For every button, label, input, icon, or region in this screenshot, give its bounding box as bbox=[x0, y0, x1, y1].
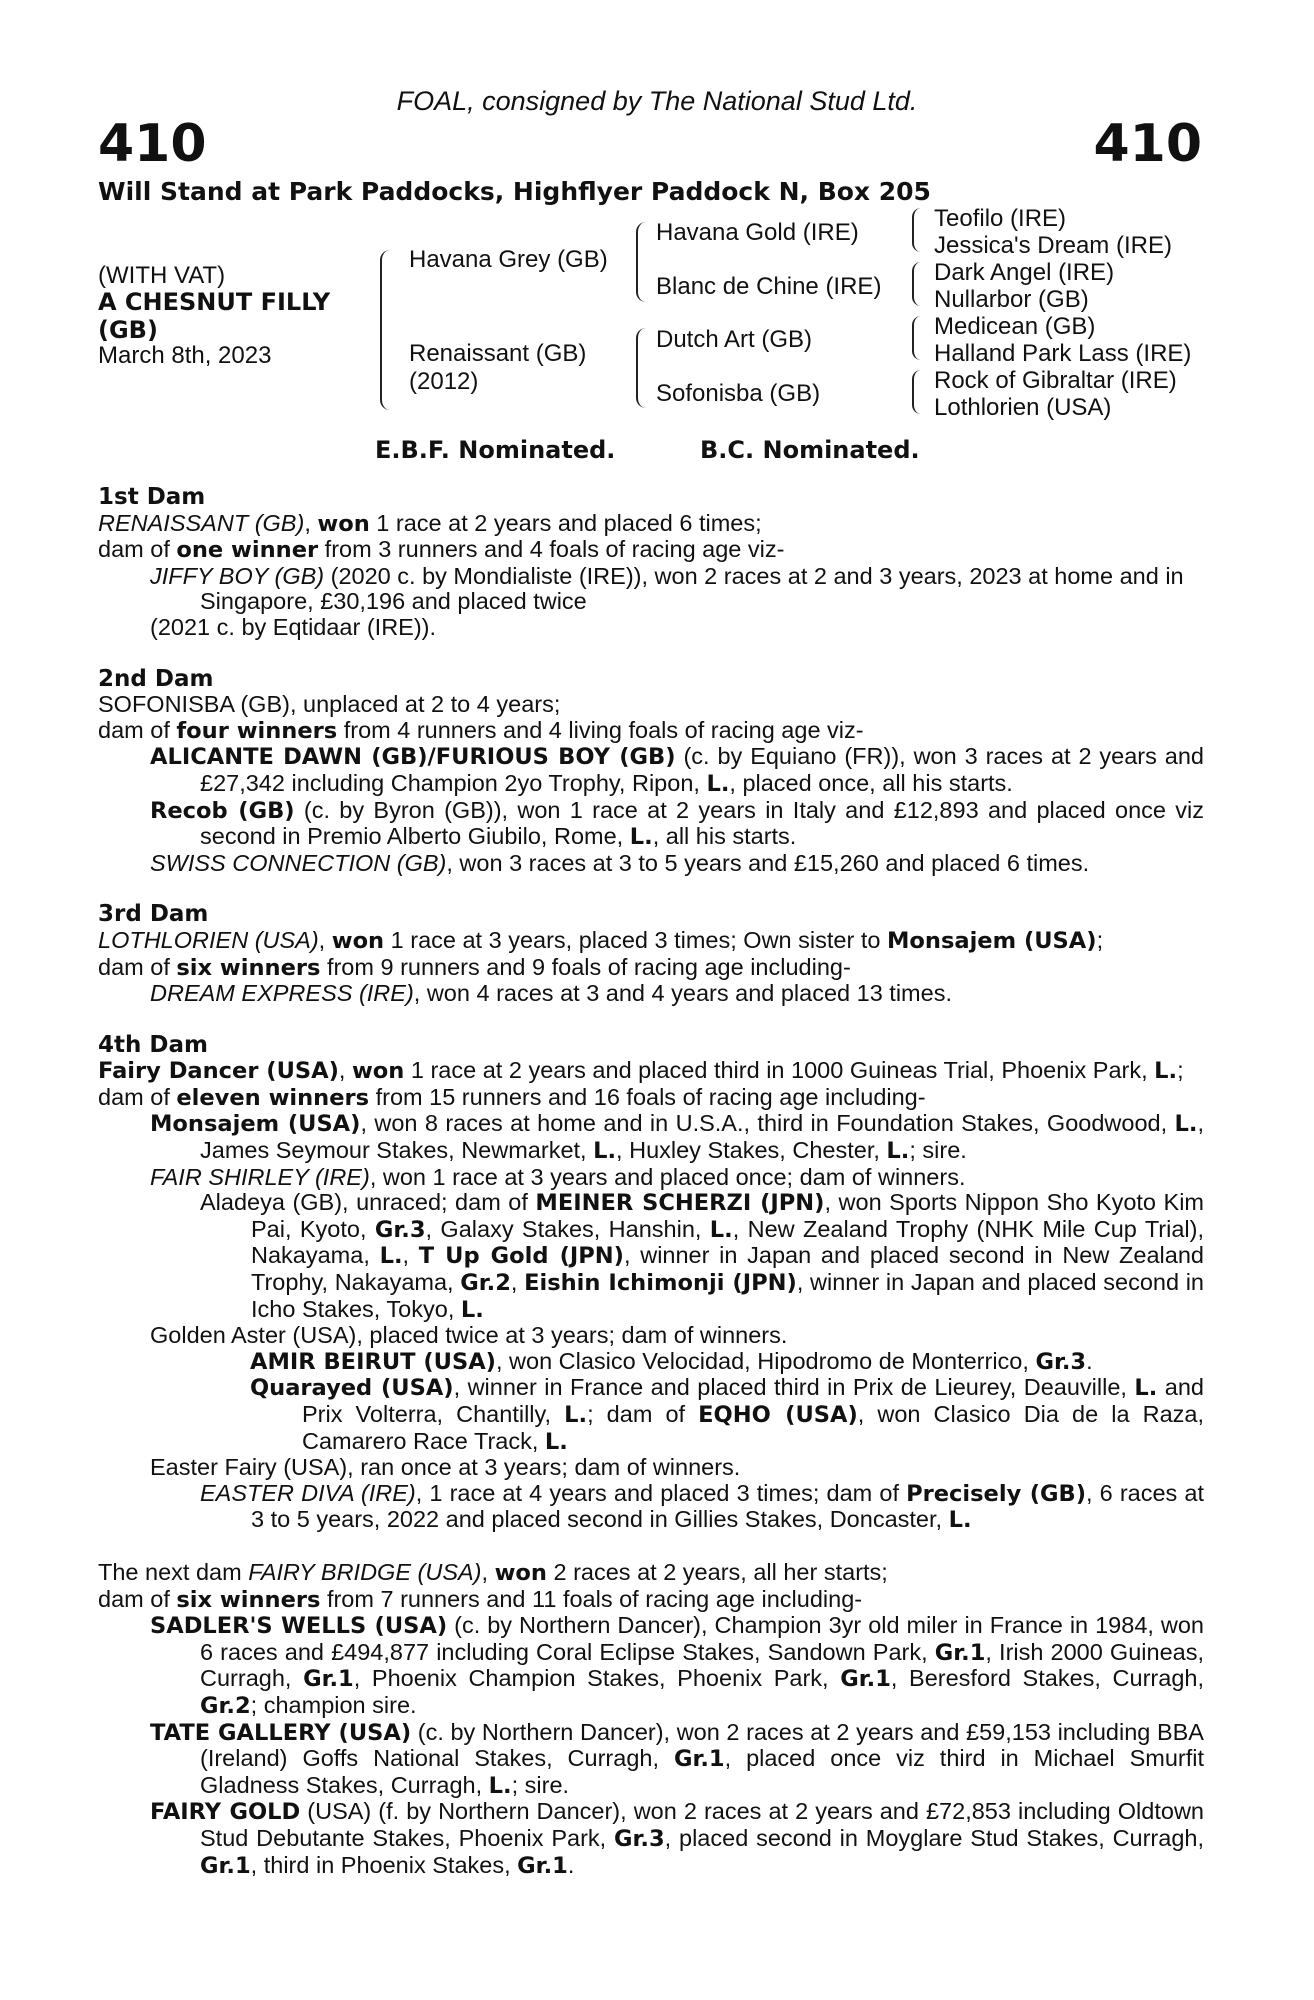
dam2-produce-2: Recob (GB) (c. by Byron (GB)), won 1 race at 2 years in Italy and £12,893 and placed once viz second in Premio Alberto Giubilo, Rome, L., all his starts. bbox=[150, 796, 1204, 851]
foaling-date: March 8th, 2023 bbox=[98, 342, 272, 369]
stand-location: Will Stand at Park Paddocks, Highflyer Paddock N, Box 205 bbox=[98, 177, 931, 206]
ss-dam: Jessica's Dream (IRE) bbox=[934, 232, 1172, 259]
brace-ds bbox=[912, 316, 921, 360]
dam4-produce-summary: dam of eleven winners from 15 runners and 16 foals of racing age including- bbox=[98, 1083, 926, 1111]
dam4-produce-fair-shirley: FAIR SHIRLEY (IRE), won 1 race at 3 years and placed once; dam of winners. bbox=[150, 1163, 966, 1190]
sire: Havana Grey (GB) bbox=[409, 246, 608, 273]
dam: Renaissant (GB) bbox=[409, 340, 587, 367]
dam-dam: Sofonisba (GB) bbox=[656, 380, 821, 407]
dam2-record: SOFONISBA (GB), unplaced at 2 to 4 years; bbox=[98, 691, 561, 718]
consignment-line: FOAL, consigned by The National Stud Ltd. bbox=[396, 86, 918, 116]
dam4-record: Fairy Dancer (USA), won 1 race at 2 years and placed third in 1000 Guineas Trial, Phoenix Park, L.; bbox=[98, 1057, 1184, 1085]
dam-sire: Dutch Art (GB) bbox=[656, 326, 813, 353]
dam1-heading: 1st Dam bbox=[98, 484, 206, 510]
dam3-produce-summary: dam of six winners from 9 runners and 9 foals of racing age including- bbox=[98, 953, 851, 981]
dd-dam: Lothlorien (USA) bbox=[934, 394, 1112, 421]
sire-dam: Blanc de Chine (IRE) bbox=[656, 273, 882, 300]
dam4-heading: 4th Dam bbox=[98, 1031, 208, 1058]
catalogue-body bbox=[98, 485, 1204, 1879]
dam4-produce-golden-aster: Golden Aster (USA), placed twice at 3 years; dam of winners. bbox=[150, 1322, 788, 1349]
dam3-record: LOTHLORIEN (USA), won 1 race at 3 years, placed 3 times; Own sister to Monsajem (USA); bbox=[98, 926, 1104, 954]
dam4-produce-monsajem: Monsajem (USA), won 8 races at home and in U.S.A., third in Foundation Stakes, Goodwood, L., James Seymour Stakes, Newmarket, L., Huxley Stakes, Chester, L.; sire. bbox=[150, 1110, 1204, 1165]
horse-name-country: (GB) bbox=[98, 316, 158, 344]
dam2-produce-1: ALICANTE DAWN (GB)/FURIOUS BOY (GB) (c. by Equiano (FR)), won 3 races at 2 years and £27,342 including Champion 2yo Trophy, Ripon, L., placed once, all his starts. bbox=[150, 743, 1204, 797]
next-dam-produce-summary: dam of six winners from 7 runners and 11 foals of racing age including- bbox=[98, 1585, 863, 1613]
next-dam-produce-sadlers-wells: SADLER'S WELLS (USA) (c. by Northern Dancer), Champion 3yr old miler in France in 1984, won 6 races and £494,877 including Coral Eclipse Stakes, Sandown Park, Gr.1, Irish 2000 Guineas, Curragh, Gr.1, Phoenix Champion Stakes, Phoenix Park, Gr.1, Beresford Stakes, Curragh, Gr.2; champion sire. bbox=[150, 1612, 1205, 1719]
dd-sire: Rock of Gibraltar (IRE) bbox=[934, 367, 1177, 394]
dam1-record: RENAISSANT (GB), won 1 race at 2 years and placed 6 times; bbox=[98, 509, 762, 537]
dam4-produce-easter-fairy: Easter Fairy (USA), ran once at 3 years; dam of winners. bbox=[150, 1454, 741, 1481]
horse-name: A CHESNUT FILLY bbox=[98, 288, 331, 316]
sd-sire: Dark Angel (IRE) bbox=[934, 259, 1115, 286]
dam4-produce-easter-diva: EASTER DIVA (IRE), 1 race at 4 years and placed 3 times; dam of Precisely (GB), 6 races at 3 to 5 years, 2022 and placed second in Gillies Stakes, Doncaster, L. bbox=[200, 1479, 1205, 1534]
brace-sd bbox=[912, 262, 921, 306]
dam1-produce-2: (2021 c. by Eqtidaar (IRE)). bbox=[150, 613, 437, 640]
dam4-produce-aladeya: Aladeya (GB), unraced; dam of MEINER SCHERZI (JPN), won Sports Nippon Sho Kyoto Kim Pai, Kyoto, Gr.3, Galaxy Stakes, Hanshin, L., New Zealand Trophy (NHK Mile Cup Trial), Nakayama, L., T Up Gold (JPN), winner in Japan and placed second in New Zealand Trophy, Nakayama, Gr.2, Eishin Ichimonji (JPN), winner in Japan and placed second in Icho Stakes, Tokyo, L. bbox=[200, 1189, 1204, 1323]
ds-sire: Medicean (GB) bbox=[934, 313, 1096, 340]
brace-main bbox=[380, 250, 392, 410]
vat-label: (WITH VAT) bbox=[98, 262, 226, 289]
next-dam-produce-tate-gallery: TATE GALLERY (USA) (c. by Northern Dancer), won 2 races at 2 years and £59,153 including BBA (Ireland) Goffs National Stakes, Curragh, Gr.1, placed once viz third in Michael Smurfit Gladness Stakes, Curragh, L.; sire. bbox=[150, 1718, 1205, 1799]
brace-dd bbox=[912, 370, 921, 414]
dam4-produce-quarayed: Quarayed (USA), winner in France and placed third in Prix de Lieurey, Deauville, L. and Prix Volterra, Chantilly, L.; dam of EQHO (USA), won Clasico Dia de la Raza, Camarero Race Track, L. bbox=[250, 1374, 1204, 1455]
ebf-nomination: E.B.F. Nominated. bbox=[375, 436, 616, 464]
next-dam-produce-fairy-gold: FAIRY GOLD (USA) (f. by Northern Dancer), won 2 races at 2 years and £72,853 including Oldtown Stud Debutante Stakes, Phoenix Park, Gr.3, placed second in Moyglare Stud Stakes, Curragh, Gr.1, third in Phoenix Stakes, Gr.1. bbox=[150, 1798, 1204, 1879]
brace-sire bbox=[636, 222, 646, 302]
dam1-produce-summary: dam of one winner from 3 runners and 4 foals of racing age viz- bbox=[98, 536, 785, 564]
ss-sire: Teofilo (IRE) bbox=[934, 205, 1067, 232]
dam-year: (2012) bbox=[409, 368, 479, 395]
dam3-heading: 3rd Dam bbox=[98, 901, 209, 928]
dam2-produce-summary: dam of four winners from 4 runners and 4 living foals of racing age viz- bbox=[98, 716, 864, 744]
brace-dam bbox=[636, 328, 646, 408]
lot-number-right: 410 bbox=[1093, 114, 1202, 174]
lot-number-left: 410 bbox=[98, 114, 207, 174]
dam4-produce-amir-beirut: AMIR BEIRUT (USA), won Clasico Velocidad, Hipodromo de Monterrico, Gr.3. bbox=[250, 1347, 1093, 1375]
brace-ss bbox=[912, 208, 921, 252]
next-dam-record: The next dam FAIRY BRIDGE (USA), won 2 races at 2 years, all her starts; bbox=[98, 1558, 888, 1586]
dam2-heading: 2nd Dam bbox=[98, 665, 214, 692]
sire-sire: Havana Gold (IRE) bbox=[656, 219, 859, 246]
ds-dam: Halland Park Lass (IRE) bbox=[934, 340, 1192, 367]
dam3-produce-1: DREAM EXPRESS (IRE), won 4 races at 3 and 4 years and placed 13 times. bbox=[150, 980, 952, 1007]
dam1-produce-1: JIFFY BOY (GB) (2020 c. by Mondialiste (IRE)), won 2 races at 2 and 3 years, 2023 at home and in Singapore, £30,196 and placed twice bbox=[150, 562, 1184, 615]
dam2-produce-3: SWISS CONNECTION (GB), won 3 races at 3 to 5 years and £15,260 and placed 6 times. bbox=[150, 849, 1090, 876]
sd-dam: Nullarbor (GB) bbox=[934, 286, 1089, 313]
bc-nomination: B.C. Nominated. bbox=[700, 436, 920, 464]
